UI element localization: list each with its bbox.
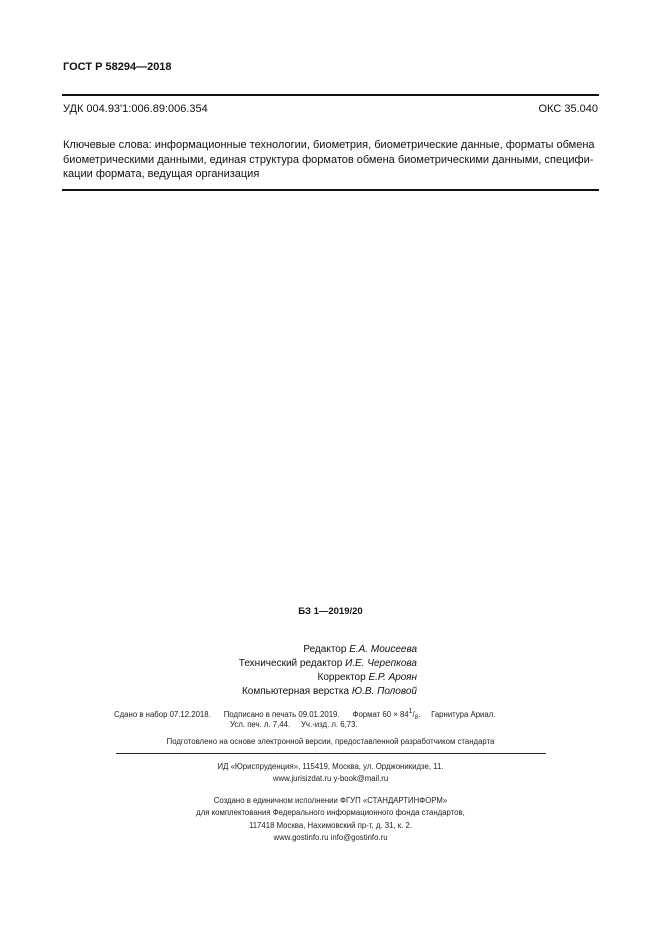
printer-address: 117418 Москва, Нахимовский пр-т, д. 31, к. 2. — [248, 821, 413, 830]
credit-tech-editor: Технический редактор И.Е. Черепкова — [238, 658, 417, 669]
credits-block — [239, 643, 417, 699]
standard-number: ГОСТ Р 58294—2018 — [63, 61, 172, 73]
bottom-rule — [62, 189, 599, 191]
publisher-address: ИД «Юриспруденция», 115419, Москва, ул. Орджоникидзе, 11. — [217, 762, 444, 771]
source-note: Подготовлено на основе электронной версии, предоставленной разработчиком стандарта — [166, 737, 495, 746]
credit-editor: Редактор Е.А. Моисеева — [303, 644, 417, 655]
keywords-line: Ключевые слова: информационные технологии, биометрия, биометрические данные, форматы обмена — [63, 139, 595, 151]
credit-corrector: Корректор Е.Р. Ароян — [317, 672, 417, 683]
printer-contacts: www.gostinfo.ru info@gostinfo.ru — [273, 833, 388, 842]
imprint-line-2: Усл. печ. л. 7,44. Уч.-изд. л. 6,73. — [230, 720, 358, 729]
publisher-contacts: www.jurisizdat.ru y-book@mail.ru — [272, 774, 389, 783]
keywords-line: кации формата, ведущая организация — [63, 168, 260, 180]
printer-purpose: для комплектования Федерального информационного фонда стандартов, — [196, 808, 465, 817]
keywords-line: биометрическими данными, единая структура форматов обмена биометрическими данными, специфи- — [63, 153, 594, 166]
top-rule — [62, 94, 599, 96]
bz-number: БЗ 1—2019/20 — [298, 606, 363, 617]
printer-line: Создано в единичном исполнении ФГУП «СТАНДАРТИНФОРМ» — [213, 796, 448, 805]
imprint-line-1: Сдано в набор 07.12.2018. Подписано в печать 09.01.2019. Формат $60 \times 84^1/_8$. Гарнитура Ариал. — [114, 708, 496, 721]
udc-code: УДК 004.93'1:006.89:006.354 — [63, 103, 208, 115]
credit-layout: Компьютерная верстка Ю.В. Половой — [241, 686, 417, 697]
oks-code: ОКС 35.040 — [538, 103, 598, 115]
divider-rule — [116, 753, 546, 754]
keywords-block — [63, 138, 600, 182]
